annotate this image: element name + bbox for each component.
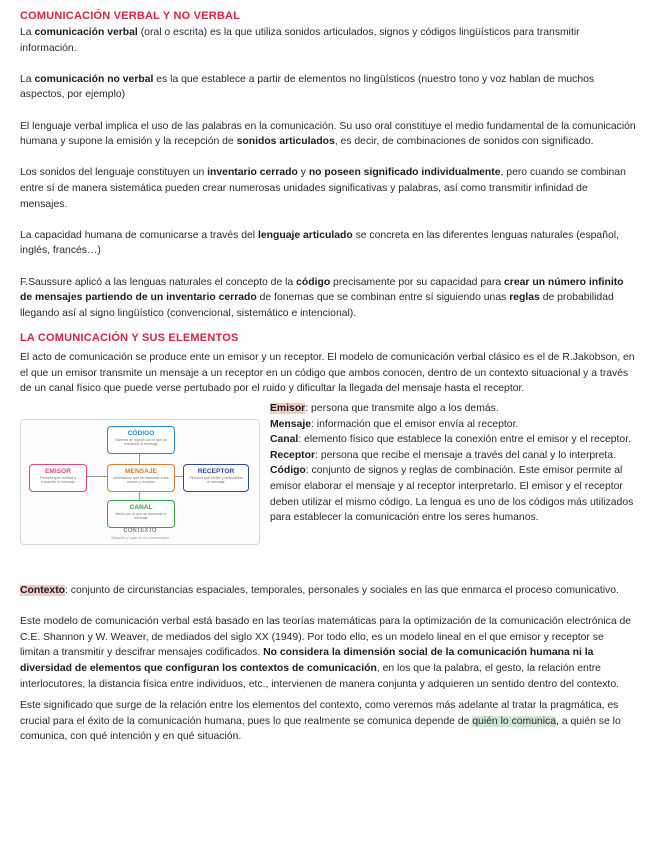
bold-term: lenguaje articulado (257, 229, 353, 241)
paragraph-saussure (20, 275, 636, 322)
text: : elemento físico que establece la conexión entre el emisor y el receptor. (298, 434, 631, 446)
bold-term: código (296, 276, 331, 288)
bold-term: crear un número infinito de mensajes partiendo de un inventario cerrado (20, 276, 624, 304)
paragraph-jakobson: El acto de comunicación se produce ente un emisor y un receptor. El modelo de comunicación verbal clásico es el de R.Jakobson, en el que un emisor transmite un mensaje a un receptor en un código que ambos conocen, dentro de un contexto situacional y a través de un canal físico que puede verse pertubado por el ruido y dificultar la llegada del mensaje hasta el receptor. (20, 352, 635, 395)
text: Este significado que surge de la relación entre los elementos del contexto, como veremos más adelante al tratar la pragmática, es crucial para el éxito de la comunicación humana, pues lo que realmente se comunica depende de (20, 700, 619, 727)
text: se concreta en las diferentes lenguas naturales (español, inglés, francés…) (20, 229, 619, 257)
text: La capacidad humana de comunicarse a través del (20, 229, 258, 241)
text: , en los que la palabra, el gesto, la relación entre interlocutores, la distancia física entre individuos, etc., intervienen de manera conjunta y adquieren un sentido dentro del contexto. (20, 663, 619, 690)
box-subtitle: Persona que recibe y descodifica el mensaje (189, 476, 243, 485)
text: La (20, 73, 35, 85)
bold-term: reglas (509, 292, 540, 304)
term-emisor: Emisor (270, 403, 306, 415)
box-title: EMISOR (44, 468, 71, 476)
bold-term: sonidos articulados (236, 136, 335, 148)
bold-term: comunicación no verbal (34, 73, 154, 85)
definition-emisor (270, 401, 636, 417)
box-title: CÓDIGO (127, 430, 155, 438)
text: , pero cuando se combinan entre sí de manera sistemática pueden crear numerosas unidades significativas y palabras, así como transmitir infinidad de mensajes. (20, 167, 626, 210)
definition-codigo (270, 463, 636, 525)
diagram-box-mensaje (107, 464, 175, 492)
box-title: MENSAJE (125, 468, 157, 476)
bold-term: No considera la dimensión social de la comunicación humana ni la diversidad de elementos que configuran los contextos de comunicación (20, 647, 594, 675)
paragraph-nonverbal-definition (20, 72, 636, 103)
definition-canal (270, 432, 636, 448)
text: y (297, 167, 309, 179)
text: , a quién se lo comunica, con qué intención y en qué situación. (20, 715, 621, 743)
box-subtitle: Sistema de signos con el que se transmite el mensaje (115, 438, 167, 447)
term-receptor: Receptor (270, 449, 316, 461)
communication-diagram (20, 419, 260, 545)
section-heading-elements: LA COMUNICACIÓN Y SUS ELEMENTOS (20, 332, 239, 345)
definition-mensaje (270, 417, 636, 433)
box-subtitle: Medio por el que se transmite el mensaje (115, 512, 167, 521)
communication-model-block (20, 401, 636, 583)
text: La (20, 27, 35, 38)
diagram-box-codigo (107, 426, 175, 454)
term-mensaje: Mensaje (270, 418, 312, 430)
term-canal: Canal (270, 434, 299, 446)
text: El lenguaje verbal implica el uso de las palabras en la comunicación. Su uso oral constituye el medio fundamental de la comunicación humana y supone la emisión y la recepción de (20, 120, 636, 148)
bold-term: no poseen significado individualmente (308, 167, 501, 179)
text: : información que el emisor envía al receptor. (311, 418, 519, 430)
diagram-box-receptor (183, 464, 249, 492)
text: : conjunto de signos y reglas de combinación. Este emisor permite al emisor elaborar el mensaje y al receptor interpretarlo. El emisor y el receptor deben utilizar el mismo código. La lengua es uno de los códigos más utilizados para establecer la comunicación entre los seres humanos. (270, 465, 634, 524)
term-codigo: Código (270, 465, 306, 477)
text: es la que establece a partir de elementos no lingüísticos (nuestro tono y voz hablan de muchos aspectos, por ejemplo) (20, 73, 595, 101)
element-definitions (270, 401, 636, 526)
paragraph-verbal-definition (20, 25, 636, 56)
text: Este modelo de comunicación verbal está basado en las teorías matemáticas para la optimización de la comunicación electrónica de C.E. Shannon y W. Weaver, de mediados del siglo XX (1949). Por todo ello, es un modelo lineal en el que emisor y receptor se limitan a transmitir y descifrar mensajes codificados. (20, 616, 632, 659)
term-contexto: Contexto (20, 585, 66, 597)
text: de fonemas que se combinan entre sí siguiendo unas (256, 292, 510, 304)
definition-receptor (270, 448, 636, 464)
box-title: RECEPTOR (197, 468, 235, 476)
arrow-emisor-mensaje (85, 476, 107, 477)
text: Los sonidos del lenguaje constituyen un (20, 167, 208, 179)
definition-contexto (20, 583, 636, 599)
diagram-contexto-label: CONTEXTO (123, 528, 157, 535)
document-page (20, 8, 636, 745)
text: : conjunto de circunstancias espaciales, temporales, personales y sociales en las que enmarca el proceso comunicativo. (65, 585, 619, 597)
text: (oral o escrita) es la que utiliza sonidos articulados, signos y códigos lingüísticos para transmitir información. (20, 27, 580, 54)
diagram-box-emisor (29, 464, 87, 492)
bold-term: inventario cerrado (207, 167, 298, 179)
paragraph-pragmatics (20, 698, 636, 745)
section-heading-verbal: COMUNICACIÓN VERBAL Y NO VERBAL (20, 10, 241, 22)
text: , es decir, de combinaciones de sonidos con significado. (334, 136, 594, 148)
box-title: CANAL (129, 504, 153, 512)
paragraph-articulated-language (20, 228, 636, 259)
box-subtitle: Persona que codifica y transmite el mensaje (39, 476, 77, 485)
highlighted-text: quién lo comunica (472, 715, 557, 727)
text: : persona que recibe el mensaje a través del canal y lo interpreta. (315, 449, 616, 461)
paragraph-sounds (20, 165, 636, 212)
paragraph-verbal-language (20, 119, 636, 150)
text: F.Saussure aplicó a las lenguas naturales el concepto de la (20, 276, 297, 288)
text: de probabilidad llegando así al signo lingüístico (convencional, sistemático e intencional). (20, 292, 614, 319)
bold-term: comunicación verbal (34, 27, 138, 38)
text: precisamente por su capacidad para (330, 276, 505, 288)
diagram-box-canal (107, 500, 175, 528)
diagram-contexto-subtitle: Situación y lugar de la comunicación (110, 536, 170, 541)
paragraph-shannon-weaver (20, 614, 636, 692)
text: : persona que transmite algo a los demás. (305, 403, 499, 415)
box-subtitle: Información que se transmite entre emisor y receptor (113, 476, 169, 485)
